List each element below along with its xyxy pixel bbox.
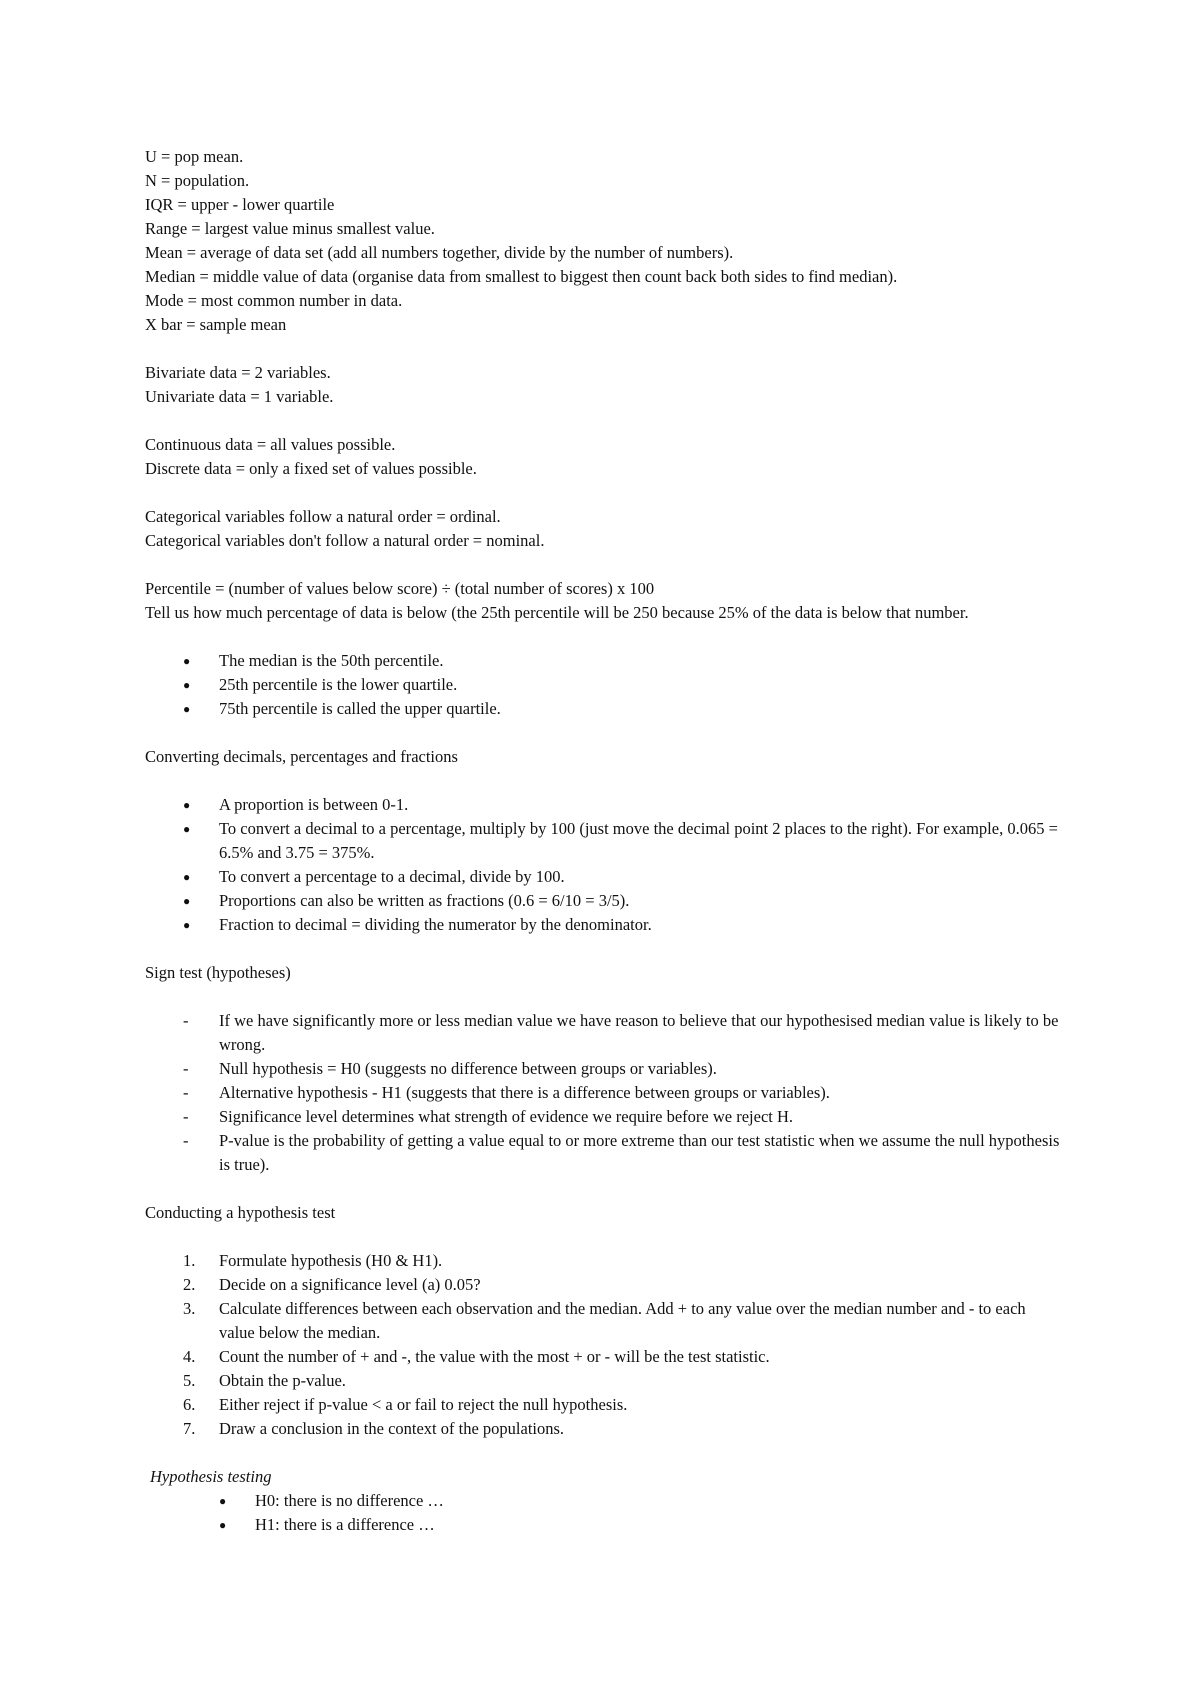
list-item	[145, 649, 1065, 673]
list-item	[145, 865, 1065, 889]
list-item-text: Alternative hypothesis - H1 (suggests that there is a difference between groups or variables).	[219, 1083, 830, 1102]
list-item	[145, 1489, 1065, 1513]
spacer	[145, 337, 1065, 361]
bullet-icon: ●	[183, 870, 191, 884]
bullet-icon: ●	[183, 894, 191, 908]
section-heading-italic: Hypothesis testing	[150, 1467, 272, 1486]
list-item	[145, 1081, 1065, 1105]
step-number: 7.	[183, 1419, 196, 1438]
list-item-text: Proportions can also be written as fractions (0.6 = 6/10 = 3/5).	[219, 891, 630, 910]
list-item	[145, 1297, 1065, 1345]
list-item-text: Significance level determines what strength of evidence we require before we reject H.	[219, 1107, 794, 1126]
spacer	[145, 625, 1065, 649]
dash-icon: -	[183, 1131, 189, 1150]
definition-line: Range = largest value minus smallest value.	[145, 219, 435, 238]
text-line: Discrete data = only a fixed set of values possible.	[145, 459, 477, 478]
spacer	[145, 1177, 1065, 1201]
list-item-text: Draw a conclusion in the context of the populations.	[219, 1419, 565, 1438]
list-item	[145, 1249, 1065, 1273]
hypothesis-steps-list	[145, 1249, 1065, 1441]
list-item-text: Formulate hypothesis (H0 & H1).	[219, 1251, 443, 1270]
list-item	[145, 1273, 1065, 1297]
text-line: Continuous data = all values possible.	[145, 435, 396, 454]
definition-line: N = population.	[145, 171, 250, 190]
spacer	[145, 937, 1065, 961]
list-item	[145, 817, 1065, 865]
bullet-icon: ●	[183, 678, 191, 692]
list-item-text: Calculate differences between each observation and the median. Add + to any value over the median number and - to each value below the median.	[219, 1299, 1026, 1342]
definition-line: IQR = upper - lower quartile	[145, 195, 335, 214]
list-item	[145, 793, 1065, 817]
section-heading: Converting decimals, percentages and fractions	[145, 747, 458, 766]
list-item-text: Obtain the p-value.	[219, 1371, 346, 1390]
bullet-icon: ●	[183, 654, 191, 668]
list-item-text: Null hypothesis = H0 (suggests no difference between groups or variables).	[219, 1059, 717, 1078]
definition-line: Median = middle value of data (organise data from smallest to biggest then count back both sides to find median).	[145, 267, 898, 286]
step-number: 3.	[183, 1299, 196, 1318]
list-item	[145, 697, 1065, 721]
bullet-icon: ●	[183, 798, 191, 812]
bullet-icon: ●	[183, 702, 191, 716]
variate-block	[145, 361, 1065, 409]
list-item	[145, 1513, 1065, 1537]
list-item	[145, 1009, 1065, 1057]
section-heading: Sign test (hypotheses)	[145, 963, 291, 982]
list-item	[145, 1393, 1065, 1417]
spacer	[145, 721, 1065, 745]
list-item-text: H1: there is a difference …	[255, 1515, 435, 1534]
spacer	[145, 985, 1065, 1009]
step-number: 4.	[183, 1347, 196, 1366]
section-heading: Conducting a hypothesis test	[145, 1203, 336, 1222]
bullet-icon: ●	[183, 822, 191, 836]
definition-line: Mode = most common number in data.	[145, 291, 403, 310]
list-item-text: Decide on a significance level (a) 0.05?	[219, 1275, 481, 1294]
list-item	[145, 1105, 1065, 1129]
spacer	[145, 769, 1065, 793]
dash-icon: -	[183, 1083, 189, 1102]
document-body	[145, 145, 1065, 1537]
converting-bullet-list	[145, 793, 1065, 937]
list-item-text: 25th percentile is the lower quartile.	[219, 675, 458, 694]
step-number: 2.	[183, 1275, 196, 1294]
list-item-text: Count the number of + and -, the value with the most + or - will be the test statistic.	[219, 1347, 770, 1366]
definition-line: Mean = average of data set (add all numbers together, divide by the number of numbers).	[145, 243, 734, 262]
step-number: 1.	[183, 1251, 196, 1270]
bullet-icon: ●	[183, 918, 191, 932]
definition-line: U = pop mean.	[145, 147, 244, 166]
text-line: Categorical variables follow a natural order = ordinal.	[145, 507, 501, 526]
list-item-text: The median is the 50th percentile.	[219, 651, 444, 670]
spacer	[145, 481, 1065, 505]
list-item-text: H0: there is no difference …	[255, 1491, 444, 1510]
percentile-bullet-list	[145, 649, 1065, 721]
list-item-text: A proportion is between 0-1.	[219, 795, 409, 814]
list-item-text: If we have significantly more or less median value we have reason to believe that our hypothesised median value is likely to be wrong.	[219, 1011, 1059, 1054]
list-item	[145, 1369, 1065, 1393]
list-item-text: Fraction to decimal = dividing the numerator by the denominator.	[219, 915, 652, 934]
sign-test-dash-list	[145, 1009, 1065, 1177]
list-item-text: 75th percentile is called the upper quartile.	[219, 699, 501, 718]
dash-icon: -	[183, 1107, 189, 1126]
text-line: Bivariate data = 2 variables.	[145, 363, 331, 382]
text-line: Univariate data = 1 variable.	[145, 387, 334, 406]
text-line: Percentile = (number of values below score) ÷ (total number of scores) x 100	[145, 579, 655, 598]
dash-icon: -	[183, 1059, 189, 1078]
list-item	[145, 1057, 1065, 1081]
list-item-text: P-value is the probability of getting a value equal to or more extreme than our test statistic when we assume the null hypothesis is true).	[219, 1131, 1060, 1174]
step-number: 6.	[183, 1395, 196, 1414]
list-item	[145, 1345, 1065, 1369]
list-item	[145, 913, 1065, 937]
text-line: Tell us how much percentage of data is below (the 25th percentile will be 250 because 25% of the data is below that number.	[145, 603, 969, 622]
definition-line: X bar = sample mean	[145, 315, 287, 334]
step-number: 5.	[183, 1371, 196, 1390]
bullet-icon: ●	[219, 1494, 227, 1508]
continuity-block	[145, 433, 1065, 481]
list-item	[145, 1129, 1065, 1177]
spacer	[145, 1225, 1065, 1249]
categorical-block	[145, 505, 1065, 553]
spacer	[145, 409, 1065, 433]
list-item	[145, 889, 1065, 913]
percentile-block	[145, 577, 1065, 625]
hypothesis-testing-bullet-list	[145, 1489, 1065, 1537]
text-line: Categorical variables don't follow a natural order = nominal.	[145, 531, 545, 550]
spacer	[145, 553, 1065, 577]
list-item	[145, 673, 1065, 697]
list-item-text: To convert a percentage to a decimal, divide by 100.	[219, 867, 565, 886]
list-item	[145, 1417, 1065, 1441]
bullet-icon: ●	[219, 1518, 227, 1532]
dash-icon: -	[183, 1011, 189, 1030]
list-item-text: To convert a decimal to a percentage, multiply by 100 (just move the decimal point 2 places to the right). For example, 0.065 = 6.5% and 3.75 = 375%.	[219, 819, 1058, 862]
list-item-text: Either reject if p-value < a or fail to reject the null hypothesis.	[219, 1395, 628, 1414]
definitions-block	[145, 145, 1065, 337]
spacer	[145, 1441, 1065, 1465]
